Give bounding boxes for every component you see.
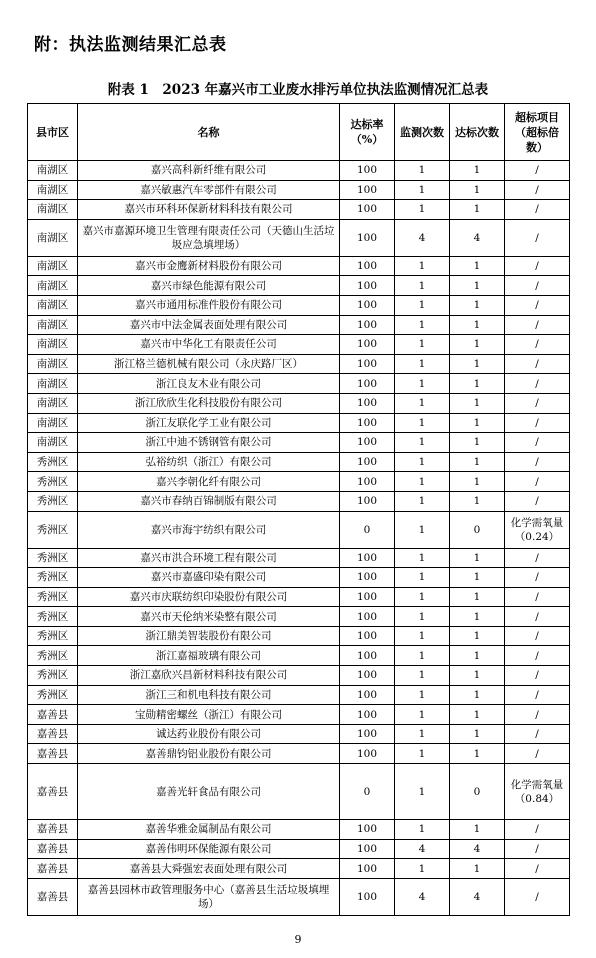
cell-exceed: / [505,219,570,256]
cell-name: 嘉善县大舜强宏表面处理有限公司 [78,859,340,879]
cell-exceed: / [505,820,570,840]
cell-exceed: / [505,335,570,355]
cell-rate: 100 [340,666,395,686]
table-row [28,491,570,511]
cell-county: 秀洲区 [28,452,78,472]
cell-county: 南湖区 [28,335,78,355]
table-row [28,626,570,646]
cell-tests: 1 [395,724,450,744]
cell-name: 嘉兴市通用标准件股份有限公司 [78,295,340,315]
cell-passes: 0 [450,511,505,548]
table-row [28,820,570,840]
cell-tests: 1 [395,666,450,686]
cell-rate: 100 [340,295,395,315]
cell-county: 秀洲区 [28,548,78,568]
cell-name: 浙江欣欣生化科技股份有限公司 [78,393,340,413]
cell-passes: 1 [450,820,505,840]
cell-name: 嘉善伟明环保能源有限公司 [78,839,340,859]
cell-exceed: / [505,256,570,276]
cell-exceed: / [505,859,570,879]
cell-exceed: / [505,180,570,200]
cell-passes: 1 [450,626,505,646]
cell-tests: 1 [395,764,450,820]
cell-county: 嘉善县 [28,839,78,859]
cell-tests: 1 [395,646,450,666]
cell-exceed: / [505,607,570,627]
cell-rate: 100 [340,587,395,607]
cell-rate: 100 [340,180,395,200]
table-row [28,219,570,256]
cell-county: 秀洲区 [28,607,78,627]
cell-county: 秀洲区 [28,472,78,492]
cell-rate: 100 [340,839,395,859]
cell-county: 秀洲区 [28,491,78,511]
cell-county: 嘉善县 [28,764,78,820]
cell-exceed: / [505,491,570,511]
page-number: 9 [294,933,302,946]
cell-name: 浙江友联化学工业有限公司 [78,413,340,433]
cell-passes: 1 [450,452,505,472]
table-row [28,161,570,181]
table-row [28,256,570,276]
table-row [28,764,570,820]
cell-tests: 1 [395,705,450,725]
cell-exceed: / [505,472,570,492]
cell-name: 嘉兴市庆联纺织印染股份有限公司 [78,587,340,607]
cell-passes: 1 [450,374,505,394]
cell-county: 南湖区 [28,200,78,220]
cell-county: 南湖区 [28,354,78,374]
cell-rate: 100 [340,491,395,511]
cell-passes: 1 [450,744,505,764]
cell-exceed: 化学需氧量（0.24） [505,511,570,548]
cell-county: 南湖区 [28,295,78,315]
table-title: 附表 1 2023 年嘉兴市工业废水排污单位执法监测情况汇总表 [107,82,489,98]
cell-tests: 1 [395,452,450,472]
cell-passes: 1 [450,180,505,200]
cell-exceed: / [505,744,570,764]
cell-passes: 1 [450,393,505,413]
cell-exceed: / [505,413,570,433]
cell-rate: 100 [340,607,395,627]
table-row [28,276,570,296]
cell-name: 嘉兴市环科环保新材料科技有限公司 [78,200,340,220]
table-row [28,685,570,705]
cell-county: 嘉善县 [28,878,78,915]
cell-passes: 1 [450,607,505,627]
cell-passes: 1 [450,685,505,705]
cell-passes: 1 [450,666,505,686]
cell-passes: 1 [450,335,505,355]
cell-tests: 1 [395,256,450,276]
cell-passes: 1 [450,548,505,568]
cell-passes: 1 [450,315,505,335]
cell-exceed: / [505,568,570,588]
cell-county: 南湖区 [28,219,78,256]
cell-name: 嘉兴敏惠汽车零部件有限公司 [78,180,340,200]
cell-tests: 1 [395,568,450,588]
cell-exceed: / [505,548,570,568]
cell-rate: 100 [340,472,395,492]
cell-rate: 100 [340,859,395,879]
cell-tests: 1 [395,180,450,200]
cell-county: 嘉善县 [28,859,78,879]
cell-name: 嘉善华雅金属制品有限公司 [78,820,340,840]
cell-name: 嘉兴市中华化工有限责任公司 [78,335,340,355]
cell-name: 嘉兴市嘉盛印染有限公司 [78,568,340,588]
table-row [28,568,570,588]
cell-rate: 100 [340,335,395,355]
cell-passes: 1 [450,433,505,453]
cell-passes: 1 [450,413,505,433]
cell-county: 南湖区 [28,276,78,296]
cell-tests: 1 [395,548,450,568]
cell-tests: 1 [395,744,450,764]
cell-county: 南湖区 [28,374,78,394]
cell-tests: 1 [395,820,450,840]
cell-passes: 1 [450,276,505,296]
cell-name: 诚达药业股份有限公司 [78,724,340,744]
header-exceed: 超标项目（超标倍数） [505,104,570,161]
cell-rate: 100 [340,685,395,705]
cell-rate: 100 [340,393,395,413]
cell-county: 南湖区 [28,180,78,200]
cell-rate: 100 [340,568,395,588]
table-row [28,452,570,472]
cell-county: 秀洲区 [28,626,78,646]
cell-exceed: / [505,839,570,859]
cell-county: 嘉善县 [28,744,78,764]
cell-county: 南湖区 [28,413,78,433]
cell-tests: 1 [395,295,450,315]
cell-tests: 1 [395,335,450,355]
table-header-row [28,104,570,161]
cell-tests: 1 [395,413,450,433]
cell-rate: 100 [340,744,395,764]
cell-tests: 4 [395,839,450,859]
cell-exceed: / [505,705,570,725]
header-county: 县市区 [28,104,78,161]
table-row [28,433,570,453]
cell-county: 南湖区 [28,161,78,181]
cell-passes: 1 [450,859,505,879]
cell-name: 浙江三和机电科技有限公司 [78,685,340,705]
cell-passes: 1 [450,354,505,374]
cell-rate: 100 [340,256,395,276]
cell-name: 嘉善光轩食品有限公司 [78,764,340,820]
table-row [28,200,570,220]
cell-rate: 0 [340,511,395,548]
cell-tests: 1 [395,315,450,335]
table-row [28,413,570,433]
cell-tests: 1 [395,161,450,181]
table-row [28,354,570,374]
table-row [28,705,570,725]
table-row [28,878,570,915]
cell-tests: 1 [395,200,450,220]
cell-name: 嘉兴市天伦纳米染整有限公司 [78,607,340,627]
cell-name: 嘉兴市中法金属表面处理有限公司 [78,315,340,335]
table-row [28,295,570,315]
cell-tests: 4 [395,219,450,256]
cell-passes: 1 [450,724,505,744]
cell-passes: 4 [450,878,505,915]
table-row [28,607,570,627]
cell-rate: 100 [340,820,395,840]
cell-county: 秀洲区 [28,511,78,548]
cell-name: 嘉兴市绿色能源有限公司 [78,276,340,296]
cell-exceed: / [505,685,570,705]
cell-county: 秀洲区 [28,666,78,686]
cell-rate: 100 [340,315,395,335]
cell-tests: 1 [395,374,450,394]
cell-county: 秀洲区 [28,568,78,588]
monitoring-results-table [27,103,570,916]
cell-name: 浙江格兰德机械有限公司（永庆路厂区） [78,354,340,374]
cell-county: 秀洲区 [28,685,78,705]
cell-tests: 1 [395,626,450,646]
cell-name: 弘裕纺织（浙江）有限公司 [78,452,340,472]
cell-county: 南湖区 [28,315,78,335]
cell-name: 嘉兴市洪合环境工程有限公司 [78,548,340,568]
cell-name: 浙江鼎美智装股份有限公司 [78,626,340,646]
cell-rate: 100 [340,354,395,374]
cell-tests: 1 [395,859,450,879]
cell-tests: 1 [395,587,450,607]
cell-name: 嘉善县园林市政管理服务中心（嘉善县生活垃圾填埋场） [78,878,340,915]
cell-rate: 100 [340,646,395,666]
cell-tests: 1 [395,276,450,296]
cell-rate: 100 [340,433,395,453]
cell-tests: 1 [395,354,450,374]
cell-exceed: / [505,878,570,915]
cell-exceed: / [505,295,570,315]
table-row [28,548,570,568]
cell-county: 嘉善县 [28,820,78,840]
table-row [28,587,570,607]
cell-tests: 1 [395,511,450,548]
table-row [28,315,570,335]
cell-passes: 1 [450,568,505,588]
cell-name: 浙江嘉福玻璃有限公司 [78,646,340,666]
table-row [28,859,570,879]
cell-rate: 100 [340,452,395,472]
table-row [28,374,570,394]
table-row [28,839,570,859]
cell-exceed: 化学需氧量（0.84） [505,764,570,820]
cell-exceed: / [505,626,570,646]
cell-name: 浙江嘉欣兴昌新材料科技有限公司 [78,666,340,686]
header-tests: 监测次数 [395,104,450,161]
table-row [28,666,570,686]
table-row [28,744,570,764]
cell-passes: 4 [450,219,505,256]
cell-tests: 1 [395,472,450,492]
cell-rate: 100 [340,374,395,394]
cell-exceed: / [505,200,570,220]
cell-county: 嘉善县 [28,724,78,744]
cell-exceed: / [505,161,570,181]
cell-county: 南湖区 [28,433,78,453]
cell-name: 浙江良友木业有限公司 [78,374,340,394]
cell-passes: 1 [450,472,505,492]
table-row [28,472,570,492]
cell-county: 南湖区 [28,256,78,276]
cell-passes: 4 [450,839,505,859]
cell-exceed: / [505,587,570,607]
cell-exceed: / [505,724,570,744]
cell-passes: 0 [450,764,505,820]
section-heading: 附：执法监测结果汇总表 [34,35,227,55]
table-row [28,511,570,548]
cell-exceed: / [505,374,570,394]
cell-exceed: / [505,646,570,666]
cell-name: 宝勋精密螺丝（浙江）有限公司 [78,705,340,725]
header-passes: 达标次数 [450,104,505,161]
cell-exceed: / [505,433,570,453]
cell-name: 嘉兴高科新纤维有限公司 [78,161,340,181]
cell-rate: 100 [340,705,395,725]
cell-tests: 1 [395,685,450,705]
cell-passes: 1 [450,587,505,607]
table-row [28,180,570,200]
cell-passes: 1 [450,646,505,666]
cell-county: 秀洲区 [28,646,78,666]
cell-passes: 1 [450,705,505,725]
cell-county: 嘉善县 [28,705,78,725]
cell-rate: 100 [340,878,395,915]
cell-exceed: / [505,452,570,472]
cell-name: 嘉兴市金鹰新材料股份有限公司 [78,256,340,276]
cell-tests: 4 [395,878,450,915]
cell-rate: 100 [340,219,395,256]
cell-tests: 1 [395,393,450,413]
cell-rate: 100 [340,548,395,568]
header-name: 名称 [78,104,340,161]
cell-rate: 100 [340,200,395,220]
cell-rate: 100 [340,413,395,433]
cell-passes: 1 [450,200,505,220]
cell-exceed: / [505,393,570,413]
cell-exceed: / [505,315,570,335]
cell-passes: 1 [450,491,505,511]
cell-rate: 100 [340,161,395,181]
cell-tests: 1 [395,491,450,511]
cell-name: 浙江中迪不锈钢管有限公司 [78,433,340,453]
cell-passes: 1 [450,295,505,315]
cell-county: 秀洲区 [28,587,78,607]
cell-passes: 1 [450,161,505,181]
table-row [28,646,570,666]
cell-name: 嘉兴市海宇纺织有限公司 [78,511,340,548]
cell-rate: 0 [340,764,395,820]
cell-name: 嘉兴市嘉源环境卫生管理有限责任公司（天德山生活垃圾应急填埋场） [78,219,340,256]
cell-tests: 1 [395,607,450,627]
cell-passes: 1 [450,256,505,276]
cell-name: 嘉善鼎钧铝业股份有限公司 [78,744,340,764]
header-rate: 达标率（%） [340,104,395,161]
cell-tests: 1 [395,433,450,453]
cell-rate: 100 [340,626,395,646]
cell-name: 嘉兴李朝化纤有限公司 [78,472,340,492]
cell-rate: 100 [340,724,395,744]
table-row [28,393,570,413]
cell-exceed: / [505,666,570,686]
cell-county: 南湖区 [28,393,78,413]
cell-exceed: / [505,276,570,296]
table-row [28,724,570,744]
cell-rate: 100 [340,276,395,296]
cell-exceed: / [505,354,570,374]
cell-name: 嘉兴市春纳百锦制版有限公司 [78,491,340,511]
table-row [28,335,570,355]
